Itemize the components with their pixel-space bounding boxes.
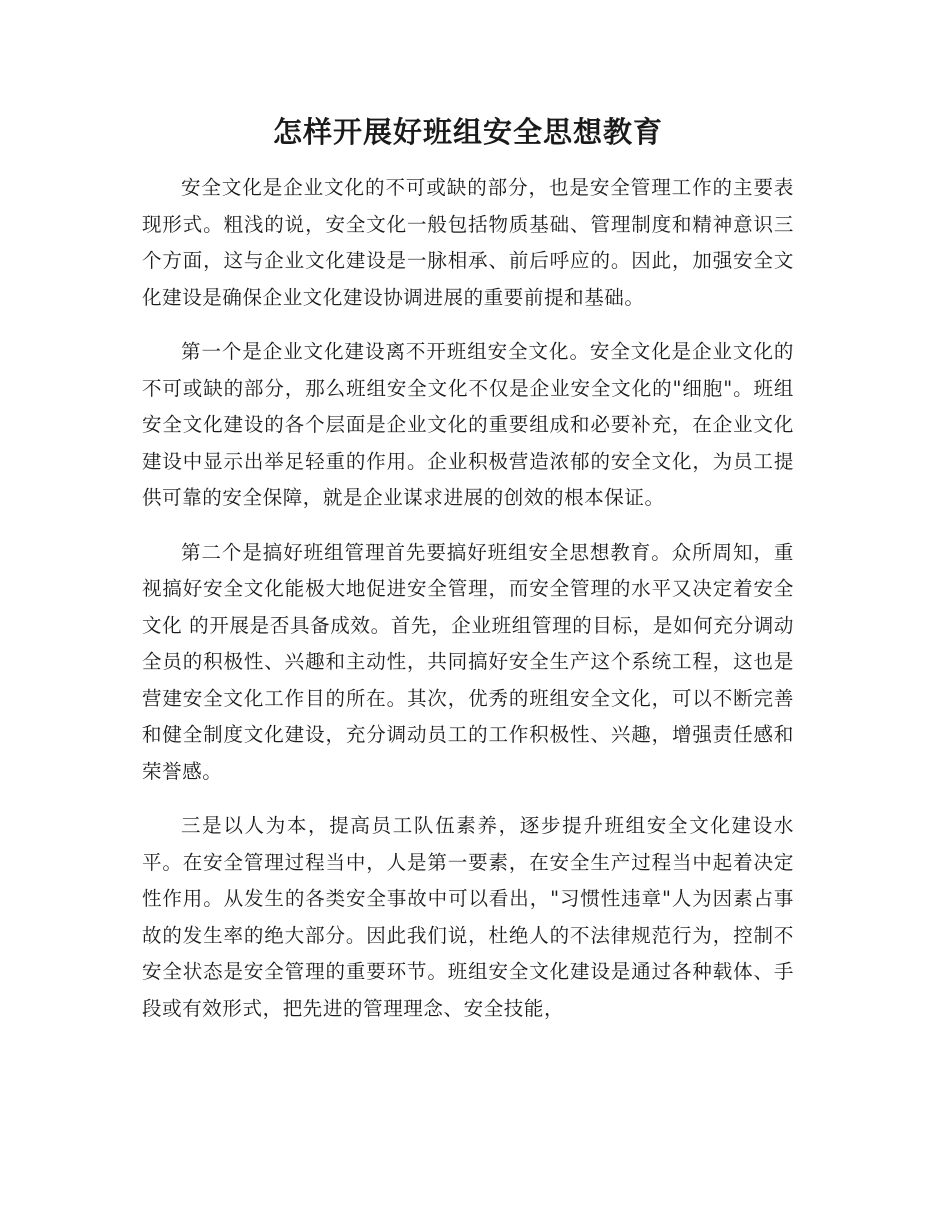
paragraph-1: 安全文化是企业文化的不可或缺的部分，也是安全管理工作的主要表现形式。粗浅的说，安全文化一般包括物质基础、管理制度和精神意识三个方面，这与企业文化建设是一脉相承、前后呼应的。因此，加强安全文化建设是确保企业文化建设协调进展的重要前提和基础。 [142, 176, 794, 309]
document-title: 怎样开展好班组安全思想教育 [272, 115, 663, 149]
paragraph-2: 第一个是企业文化建设离不开班组安全文化。安全文化是企业文化的不可或缺的部分，那么班组安全文化不仅是企业安全文化的"细胞"。班组安全文化建设的各个层面是企业文化的重要组成和必要补充，在企业文化建设中显示出举足轻重的作用。企业积极营造浓郁的安全文化，为员工提供可靠的安全保障，就是企业谋求进展的创效的根本保证。 [142, 340, 794, 509]
paragraph-4: 三是以人为本，提高员工队伍素养，逐步提升班组安全文化建设水平。在安全管理过程当中，人是第一要素，在安全生产过程当中起着决定性作用。从发生的各类安全事故中可以看出，"习惯性违章"人为因素占事故的发生率的绝大部分。因此我们说，杜绝人的不法律规范行为，控制不安全状态是安全管理的重要环节。班组安全文化建设是通过各种载体、手段或有效形式，把先进的管理理念、安全技能， [142, 814, 794, 1020]
document-page [142, 112, 794, 1045]
paragraph-3: 第二个是搞好班组管理首先要搞好班组安全思想教育。众所周知，重视搞好安全文化能极大地促进安全管理，而安全管理的水平又决定着安全文化 的开展是否具备成效。首先，企业班组管理的目标，是如何充分调动全员的积极性、兴趣和主动性，共同搞好安全生产这个系统工程，这也是营建安全文化工作目的所在。其次，优秀的班组安全文化，可以不断完善和健全制度文化建设，充分调动员工的工作积极性、兴趣，增强责任感和荣誉感。 [142, 540, 794, 783]
